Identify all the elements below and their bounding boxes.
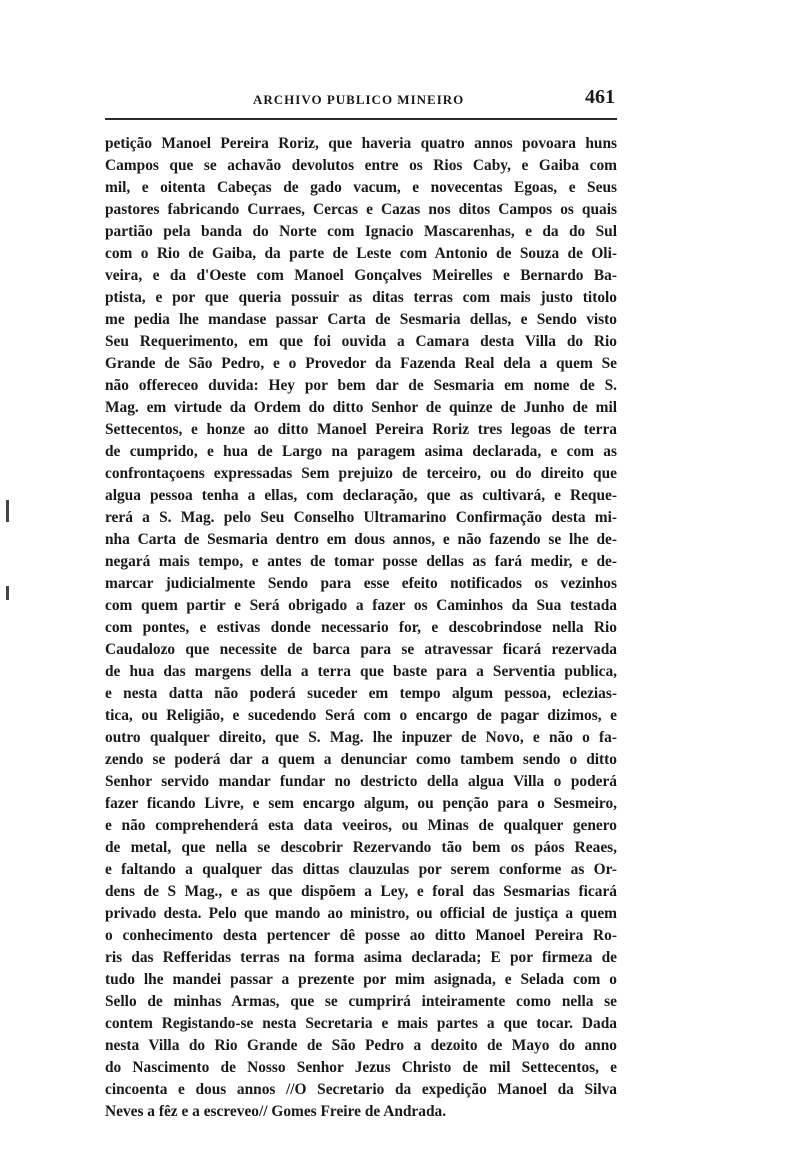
- text-line: rerá a S. Mag. pelo Seu Conselho Ultramarino Confirmação desta mi-: [105, 509, 617, 526]
- text-line: outro qualquer direito, que S. Mag. lhe inpuzer de Novo, e não o fa-: [105, 729, 617, 746]
- text-line: Caudalozo que necessite de barca para se atravessar ficará rezervada: [105, 641, 617, 658]
- text-line: de metal, que nella se descobrir Rezervando tão bem os páos Reaes,: [105, 839, 617, 856]
- page-number: 461: [585, 86, 615, 108]
- text-line: marcar judicialmente Sendo para esse efeito notificados os vezinhos: [105, 575, 617, 592]
- text-line: Grande de São Pedro, e o Provedor da Fazenda Real dela a quem Se: [105, 355, 617, 372]
- text-line: tudo lhe mandei passar a prezente por mim asignada, e Selada com o: [105, 971, 617, 988]
- text-line: do Nascimento de Nosso Senhor Jezus Christo de mil Settecentos, e: [105, 1059, 617, 1076]
- running-header: [105, 86, 617, 118]
- body-text: [105, 133, 617, 1123]
- text-line: veira, e da d'Oeste com Manoel Gonçalves Meirelles e Bernardo Ba-: [105, 267, 617, 284]
- text-line: e nesta datta não poderá suceder em tempo algum pessoa, eclezias-: [105, 685, 617, 702]
- text-line: algua pessoa tenha a ellas, com declaração, que as cultivará, e Reque-: [105, 487, 617, 504]
- text-line: cincoenta e dous annos //O Secretario da expedição Manoel da Silva: [105, 1081, 617, 1098]
- text-line: nha Carta de Sesmaria dentro em dous annos, e não fazendo se lhe de-: [105, 531, 617, 548]
- text-line: Senhor servido mandar fundar no destricto della algua Villa o poderá: [105, 773, 617, 790]
- text-line: de hua das margens della a terra que baste para a Serventia publica,: [105, 663, 617, 680]
- text-line: contem Registando-se nesta Secretaria e mais partes a que tocar. Dada: [105, 1015, 617, 1032]
- text-line: com o Rio de Gaiba, da parte de Leste com Antonio de Souza de Oli-: [105, 245, 617, 262]
- text-line: Neves a fêz e a escreveo// Gomes Freire de Andrada.: [105, 1103, 447, 1120]
- text-line: ptista, e por que queria possuir as ditas terras com mais justo titolo: [105, 289, 617, 306]
- text-line: tica, ou Religião, e sucedendo Será com o encargo de pagar dizimos, e: [105, 707, 617, 724]
- text-line: mil, e oitenta Cabeças de gado vacum, e novecentas Egoas, e Seus: [105, 179, 617, 196]
- text-line: e faltando a qualquer das dittas clauzulas por serem conforme as Or-: [105, 861, 617, 878]
- text-line: privado desta. Pelo que mando ao ministro, ou official de justiça a quem: [105, 905, 617, 922]
- text-line: zendo se poderá dar a quem a denunciar como tambem sendo o ditto: [105, 751, 617, 768]
- text-line: e não comprehenderá esta data veeiros, ou Minas de qualquer genero: [105, 817, 617, 834]
- text-line: Settecentos, e honze ao ditto Manoel Pereira Roriz tres legoas de terra: [105, 421, 617, 438]
- text-line: com pontes, e estivas donde necessario for, e descobrindose nella Rio: [105, 619, 617, 636]
- header-title: ARCHIVO PUBLICO MINEIRO: [253, 92, 465, 107]
- text-line: Sello de minhas Armas, que se cumprirá inteiramente como nella se: [105, 993, 617, 1010]
- margin-mark: [6, 586, 9, 600]
- text-line: de cumprido, e hua de Largo na paragem asima declarada, e com as: [105, 443, 617, 460]
- text-line: fazer ficando Livre, e sem encargo algum, ou penção para o Sesmeiro,: [105, 795, 617, 812]
- text-line: o conhecimento desta pertencer dê posse ao ditto Manoel Pereira Ro-: [105, 927, 617, 944]
- text-line: dens de S Mag., e as que dispõem a Ley, e foral das Sesmarias ficará: [105, 883, 617, 900]
- text-line: nesta Villa do Rio Grande de São Pedro a dezoito de Mayo do anno: [105, 1037, 617, 1054]
- text-line: com quem partir e Será obrigado a fazer os Caminhos da Sua testada: [105, 597, 617, 614]
- text-line: negará mais tempo, e antes de tomar posse dellas as fará medir, e de-: [105, 553, 617, 570]
- text-line: Campos que se achavão devolutos entre os Rios Caby, e Gaiba com: [105, 157, 617, 174]
- text-line: petição Manoel Pereira Roriz, que haveria quatro annos povoara huns: [105, 135, 617, 152]
- margin-mark: [6, 500, 9, 522]
- text-line: confrontaçoens expressadas Sem prejuizo de terceiro, ou do direito que: [105, 465, 617, 482]
- text-line: não offereceo duvida: Hey por bem dar de Sesmaria em nome de S.: [105, 377, 617, 394]
- text-line: me pedia lhe mandase passar Carta de Sesmaria dellas, e Sendo visto: [105, 311, 617, 328]
- text-line: pastores fabricando Curraes, Cercas e Cazas nos ditos Campos os quais: [105, 201, 617, 218]
- header-rule: [105, 118, 617, 120]
- text-line: Mag. em virtude da Ordem do ditto Senhor de quinze de Junho de mil: [105, 399, 617, 416]
- text-line: Seu Requerimento, em que foi ouvida a Camara desta Villa do Rio: [105, 333, 617, 350]
- text-line: partião pela banda do Norte com Ignacio Mascarenhas, e da do Sul: [105, 223, 617, 240]
- text-line: ris das Refferidas terras na forma asima declarada; E por firmeza de: [105, 949, 617, 966]
